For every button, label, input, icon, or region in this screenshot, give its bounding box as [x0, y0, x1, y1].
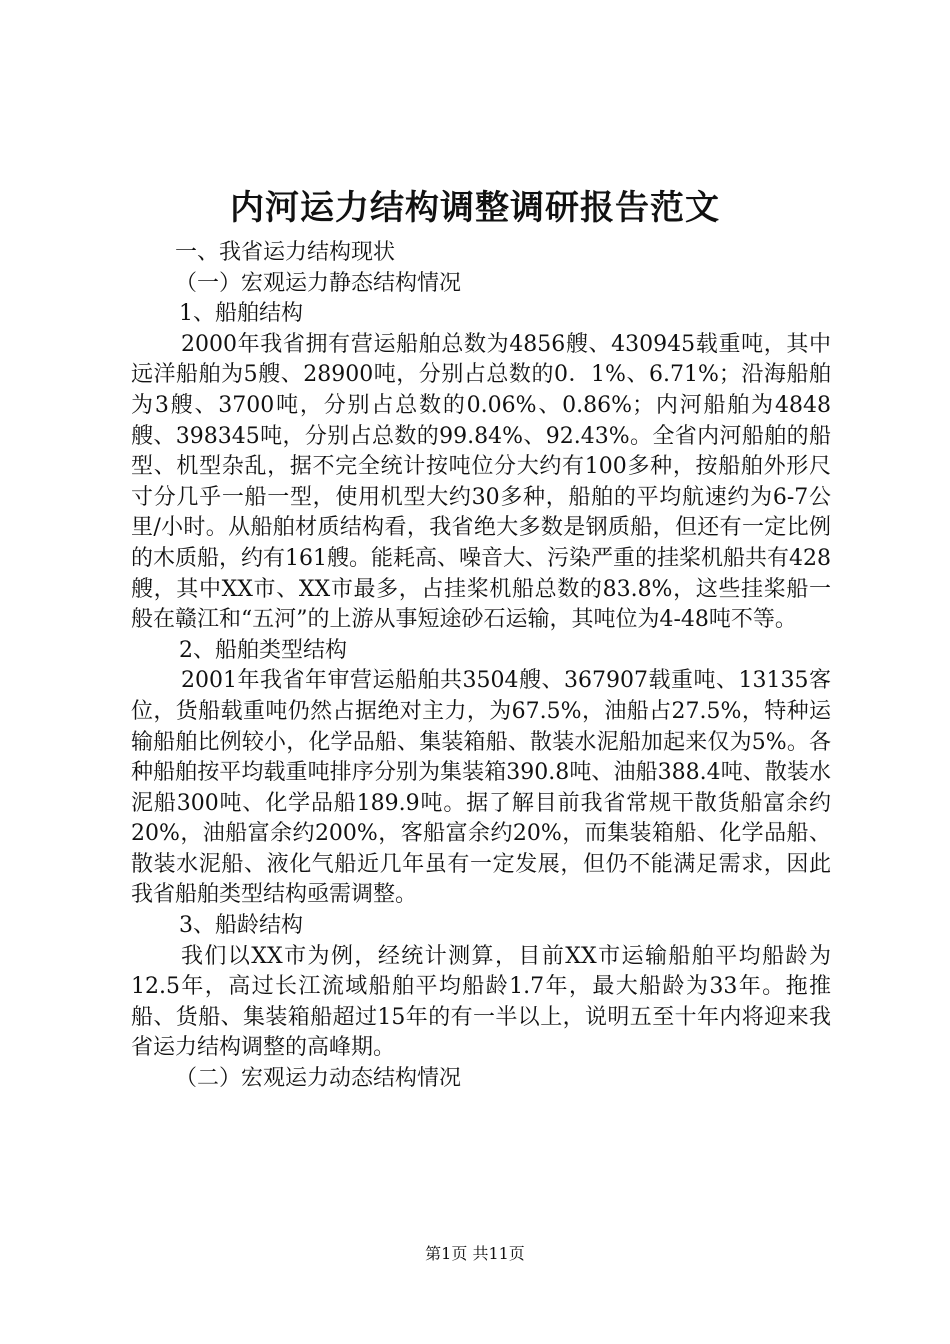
- subsection-heading: （一）宏观运力静态结构情况: [175, 270, 462, 296]
- item-heading: 2、船舶类型结构: [179, 637, 347, 663]
- item-heading: 3、船龄结构: [179, 913, 303, 939]
- paragraph: 2001年我省年审营运船舶共3504艘、367907载重吨、13135客位，货船载重吨仍然占据绝对主力，为67.5%，油船占27.5%，特种运输船舶比例较小，化学品船、集装箱船、散装水泥船加起来仅为5%。各种船舶按平均载重吨排序分别为集装箱390.8吨、油船388.4吨、散装水泥船300吨、化学品船189.9吨。据了解目前我省常规干散货船富余约20%，油船富余约200%，客船富余约20%，而集装箱船、化学品船、散装水泥船、液化气船近几年虽有一定发展，但仍不能满足需求，因此我省船舶类型结构亟需调整。: [131, 668, 831, 908]
- document-title: 内河运力结构调整调研报告范文: [230, 188, 720, 228]
- page-number: 第1页 共11页: [425, 1244, 525, 1263]
- item-heading: 1、船舶结构: [179, 301, 303, 327]
- document-body: [131, 238, 831, 1095]
- subsection-heading: （二）宏观运力动态结构情况: [175, 1066, 462, 1092]
- paragraph: 2000年我省拥有营运船舶总数为4856艘、430945载重吨，其中远洋船舶为5艘、28900吨，分别占总数的0．1%、6.71%；沿海船舶为3艘、3700吨，分别占总数的0.06%、0.86%；内河船舶为4848艘、398345吨，分别占总数的99.84%、92.43%。全省内河船舶的船型、机型杂乱，据不完全统计按吨位分大约有100多种，按船舶外形尺寸分几乎一船一型，使用机型大约30多种，船舶的平均航速约为6-7公里/小时。从船舶材质结构看，我省绝大多数是钢质船，但还有一定比例的木质船，约有161艘。能耗高、噪音大、污染严重的挂桨机船共有428艘，其中XX市、XX市最多，占挂桨机船总数的83.8%，这些挂桨船一般在赣江和“五河”的上游从事短途砂石运输，其吨位为4-48吨不等。: [131, 331, 831, 633]
- section-heading: 一、我省运力结构现状: [175, 240, 396, 265]
- paragraph: 我们以XX市为例，经统计测算，目前XX市运输船舶平均船龄为12.5年，高过长江流域船舶平均船龄1.7年，最大船龄为33年。拖推船、货船、集装箱船超过15年的有一半以上，说明五至十年内将迎来我省运力结构调整的高峰期。: [131, 943, 831, 1061]
